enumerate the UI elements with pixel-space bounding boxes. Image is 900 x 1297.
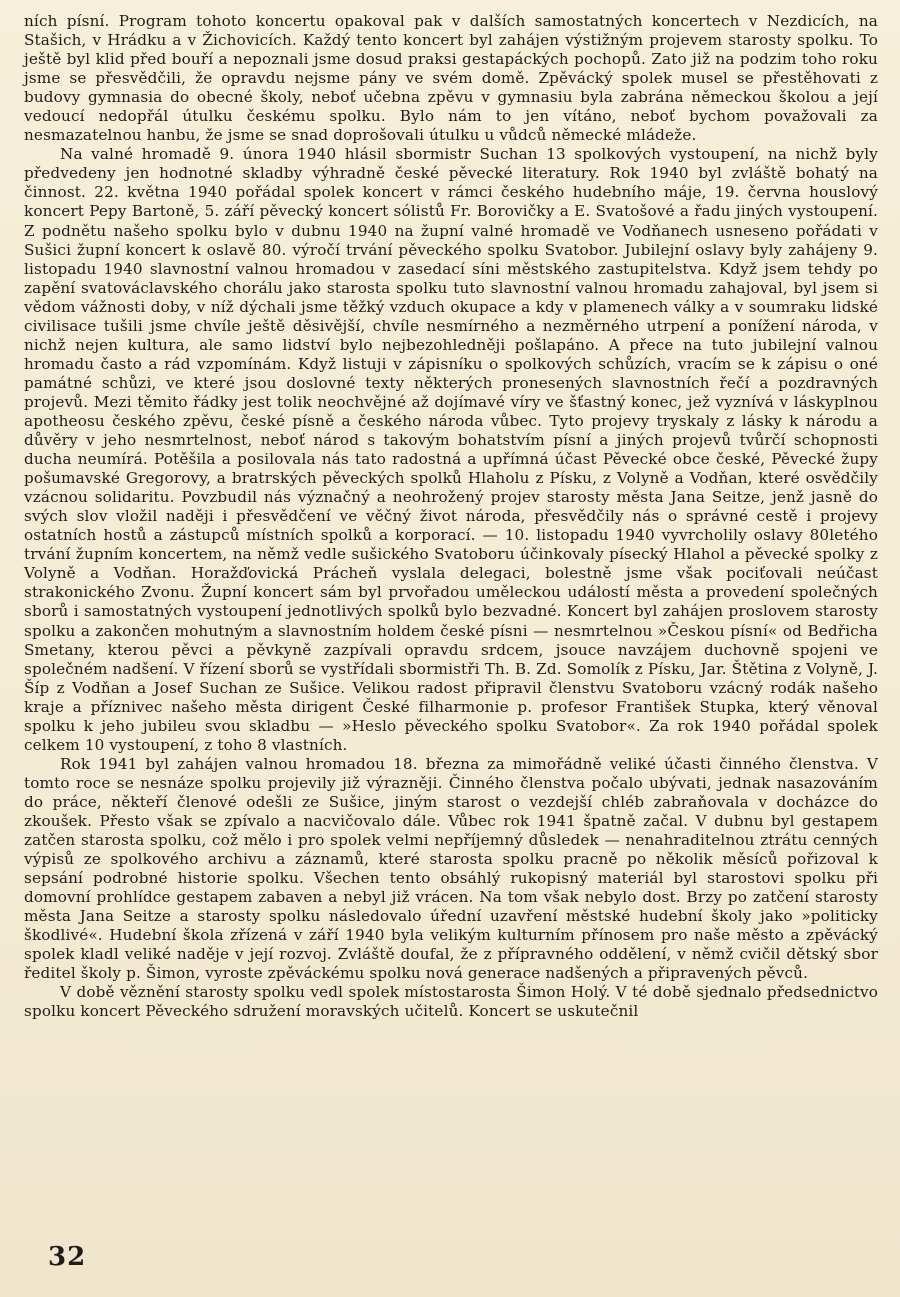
paragraph-rok-1941: Rok 1941 byl zahájen valnou hromadou 18. března za mimořádně veliké účasti činného členstva. V tomto roce se nesnáze spolku projevily již výrazněji. Činného členstva počalo ubývati, jednak nasazováním do práce, někteří členové odešli ze Sušice, jiným starost o vezdejší chléb zabraňovala v docházce do zkoušek. Přesto však se zpívalo a nacvičovalo dále. Vůbec rok 1941 špatně začal. V dubnu byl gestapem zatčen starosta spolku, což mělo i pro spolek velmi nepříjemný důsledek — nenahraditelnou ztrátu cenných výpisů ze spolkového archivu a záznamů, které starosta spolku pracně po několik měsíců pořizoval k sepsání podrobné historie spolku. Všechen tento obsáhlý rukopisný materiál byl starostovi spolku při domovní prohlídce gestapem zabaven a nebyl již vrácen. Na tom však nebylo dost. Brzy po zatčení starosty města Jana Seitze a starosty spolku následovalo úřední uzavření městské hudební školy jako »politicky škodlivé«. Hudební škola zřízená v září 1940 byla velikým kulturním přínosem pro naše město a zpěvácký spolek kladl veliké naděje v její rozvoj. Zvláště doufal, že z přípravného oddělení, v němž cvičil dětský sbor ředitel školy p. Šimon, vyroste zpěváckému spolku nová generace nadšených a připravených pěvců. <box>24 754 878 983</box>
paragraph-vezneni-starosty: V době věznění starosty spolku vedl spolek místostarosta Šimon Holý. V té době sjednalo předsednictvo spolku koncert Pěveckého sdružení moravských učitelů. Koncert se uskutečnil <box>24 983 878 1021</box>
paragraph-valna-hromada-1940: Na valné hromadě 9. února 1940 hlásil sbormistr Suchan 13 spolkových vystoupení, na nichž byly předvedeny jen hodnotné skladby výhradně české pěvecké literatury. Rok 1940 byl zvláště bohatý na činnost. 22. května 1940 pořádal spolek koncert v rámci českého hudebního máje, 19. června houslový koncert Pepy Bartoně, 5. září pěvecký koncert sólistů Fr. Borovičky a E. Svatošové a řadu jiných vystoupení. Z podnětu našeho spolku bylo v dubnu 1940 na župní valné hromadě ve Vodňanech usneseno pořádati v Sušici župní koncert k oslavě 80. výročí trvání pěveckého spolku Svatobor. Jubilejní oslavy byly zahájeny 9. listopadu 1940 slavnostní valnou hromadou v zasedací síni městského zastupitelstva. Když jsem tehdy po zapění svatováclavského chorálu jako starosta spolku tuto slavnostní valnou hromadu zahajoval, byl jsem si vědom vážnosti doby, v níž dýchali jsme těžký vzduch okupace a kdy v plamenech války a v soumraku lidské civilisace tušili jsme chvíle ještě děsivější, chvíle nesmírného a nezměrného utrpení a ponížení národa, v nichž nejen kultura, ale samo lidství bylo nejbezohledněji pošlapáno. A přece na tuto jubilejní valnou hromadu často a rád vzpomínám. Když listuji v zápisníku o spolkových schůzích, vracím se k zápisu o oné památné schůzi, ve které jsou doslovné texty některých pronesených slavnostních řečí a pozdravných projevů. Mezi těmito řádky jest tolik neochvějné až dojímavé víry ve šťastný konec, jež vyznívá v láskyplnou apotheosu českého zpěvu, české písně a českého národa vůbec. Tyto projevy tryskaly z lásky k národu a důvěry v jeho nesmrtelnost, neboť národ s takovým bohatstvím písní a jiných projevů tvůrčí schopnosti ducha neumírá. Potěšila a posilovala nás tato radostná a upřímná účast Pěvecké obce české, Pěvecké župy pošumavské Gregorovy, a bratrských pěveckých spolků Hlaholu z Písku, z Volyně a Vodňan, které osvědčily vzácnou solidaritu. Povzbudil nás význačný a neohrožený projev starosty města Jana Seitze, jenž jasně do svých slov vložil naději i přesvědčení ve věčný život národa, přesvědčily nás o správné cestě i projevy ostatních hostů a zástupců místních spolků a korporací. — 10. listopadu 1940 vyvrcholily oslavy 80letého trvání župním koncertem, na němž vedle sušického Svatoboru účinkovaly písecký Hlahol a pěvecké spolky z Volyně a Vodňan. Horažďovická Prácheň vyslala delegaci, bolestně jsme však pociťovali neúčast strakonického Zvonu. Župní koncert sám byl prvořadou uměleckou událostí města a provedení společných sborů i samostatných vystoupení jednotlivých spolků bylo bezvadné. Koncert byl zahájen proslovem starosty spolku a zakončen mohutným a slavnostním holdem české písni — nesmrtelnou »Českou písní« od Bedřicha Smetany, kterou pěvci a pěvkyně zazpívali opravdu srdcem, jsouce navzájem duchovně spojeni ve společném nadšení. V řízení sborů se vystřídali sbormistři Th. B. Zd. Somolík z Písku, Jar. Štětina z Volyně, J. Šíp z Vodňan a Josef Suchan ze Sušice. Velikou radost připravil členstvu Svatoboru vzácný rodák našeho kraje a příznivec našeho města dirigent České filharmonie p. profesor František Stupka, který věnoval spolku k jeho jubileu svou skladbu — »Heslo pěveckého spolku Svatobor«. Za rok 1940 pořádal spolek celkem 10 vystoupení, z toho 8 vlastních. <box>24 145 878 754</box>
paragraph-continued: ních písní. Program tohoto koncertu opakoval pak v dalších samostatných koncertech v Nezdicích, na Stašich, v Hrádku a v Žichovicích. Každý tento koncert byl zahájen výstižným projevem starosty spolku. To ještě byl klid před bouří a nepoznali jsme dosud praksi gestapáckých pochopů. Zato již na podzim toho roku jsme se přesvědčili, že opravdu nejsme pány ve svém domě. Zpěvácký spolek musel se přestěhovati z budovy gymnasia do obecné školy, neboť učebna zpěvu v gymnasiu byla zabrána německou školou a její vedoucí nedopřál útulku českému spolku. Bylo nám to jen vítáno, neboť bychom považovali za nesmazatelnou hanbu, že jsme se snad doprošovali útulku u vůdců německé mládeže. <box>24 12 878 145</box>
body-text <box>24 12 878 1021</box>
page-number: 32 <box>48 1242 87 1272</box>
